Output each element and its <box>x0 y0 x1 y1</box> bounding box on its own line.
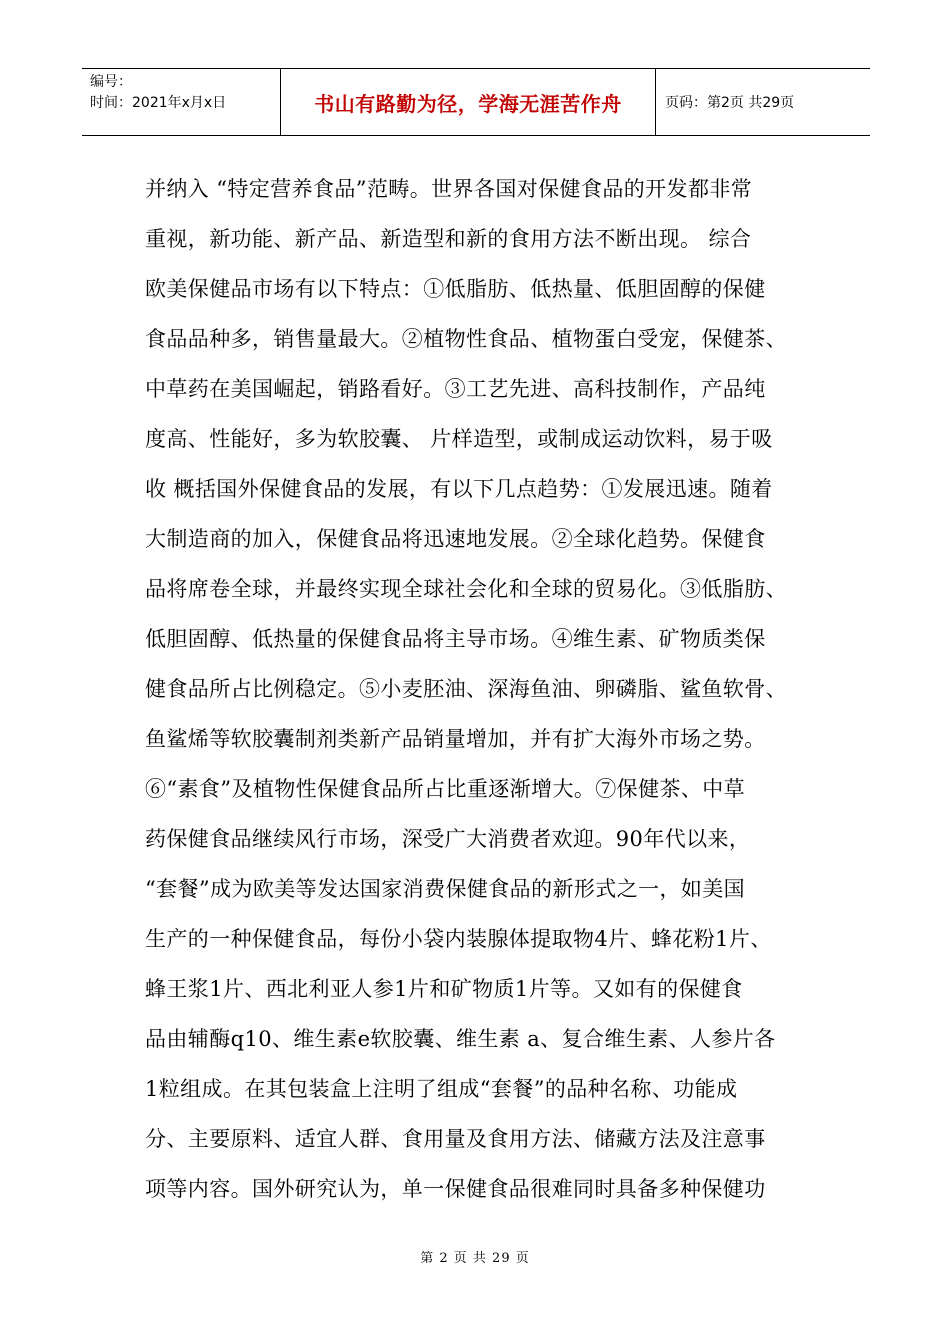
document-time-label: 时间：2021年x月x日 <box>90 95 227 111</box>
body-line: 收 概括国外保健食品的发展，有以下几点趋势：①发展迅速。随着 <box>145 477 773 501</box>
body-line: 分、主要原料、适宜人群、食用量及食用方法、储藏方法及注意事 <box>145 1127 766 1151</box>
body-line: 大制造商的加入，保健食品将迅速地发展。②全球化趋势。保健食 <box>145 527 766 551</box>
body-line: 项等内容。国外研究认为，单一保健食品很难同时具备多种保健功 <box>145 1177 766 1201</box>
header-page-info: 页码：第2页 共29页 <box>665 95 795 111</box>
header-meta <box>82 69 280 135</box>
body-line: 品由辅酶q10、维生素e软胶囊、维生素 a、复合维生素、人参片各 <box>145 1027 776 1051</box>
body-line: 重视，新功能、新产品、新造型和新的食用方法不断出现。 综合 <box>145 227 752 251</box>
body-line: 中草药在美国崛起，销路看好。③工艺先进、高科技制作，产品纯 <box>145 377 766 401</box>
body-line: 食品品种多，销售量最大。②植物性食品、植物蛋白受宠，保健茶、 <box>145 327 787 351</box>
body-line: 低胆固醇、低热量的保健食品将主导市场。④维生素、矿物质类保 <box>145 627 766 651</box>
page-footer: 第 2 页 共 29 页 <box>420 1251 530 1266</box>
body-text <box>145 164 825 1214</box>
body-line: 欧美保健品市场有以下特点：①低脂肪、低热量、低胆固醇的保健 <box>145 277 766 301</box>
body-line: 药保健食品继续风行市场，深受广大消费者欢迎。90年代以来， <box>145 827 751 851</box>
body-line: 生产的一种保健食品，每份小袋内装腺体提取物4片、蜂花粉1片、 <box>145 927 772 951</box>
document-number-label: 编号： <box>90 74 132 90</box>
body-line: 健食品所占比例稳定。⑤小麦胚油、深海鱼油、卵磷脂、鲨鱼软骨、 <box>145 677 787 701</box>
header-motto: 书山有路勤为径，学海无涯苦作舟 <box>314 91 622 116</box>
body-line: 蜂王浆1片、西北利亚人参1片和矿物质1片等。又如有的保健食 <box>145 977 743 1001</box>
body-line: “套餐”成为欧美等发达国家消费保健食品的新形式之一，如美国 <box>145 877 746 901</box>
body-line: 品将席卷全球，并最终实现全球社会化和全球的贸易化。③低脂肪、 <box>145 577 787 601</box>
body-line: 1粒组成。在其包装盒上注明了组成“套餐”的品种名称、功能成 <box>145 1077 738 1101</box>
header-divider <box>655 69 656 135</box>
body-line: 度高、性能好，多为软胶囊、 片样造型，或制成运动饮料，易于吸 <box>145 427 773 451</box>
body-line: ⑥“素食”及植物性保健食品所占比重逐渐增大。⑦保健茶、中草 <box>145 777 746 801</box>
body-line: 鱼鲨烯等软胶囊制剂类新产品销量增加，并有扩大海外市场之势。 <box>145 727 766 751</box>
body-line: 并纳入 “特定营养食品”范畴。世界各国对保健食品的开发都非常 <box>145 177 753 201</box>
page-header <box>82 68 870 136</box>
